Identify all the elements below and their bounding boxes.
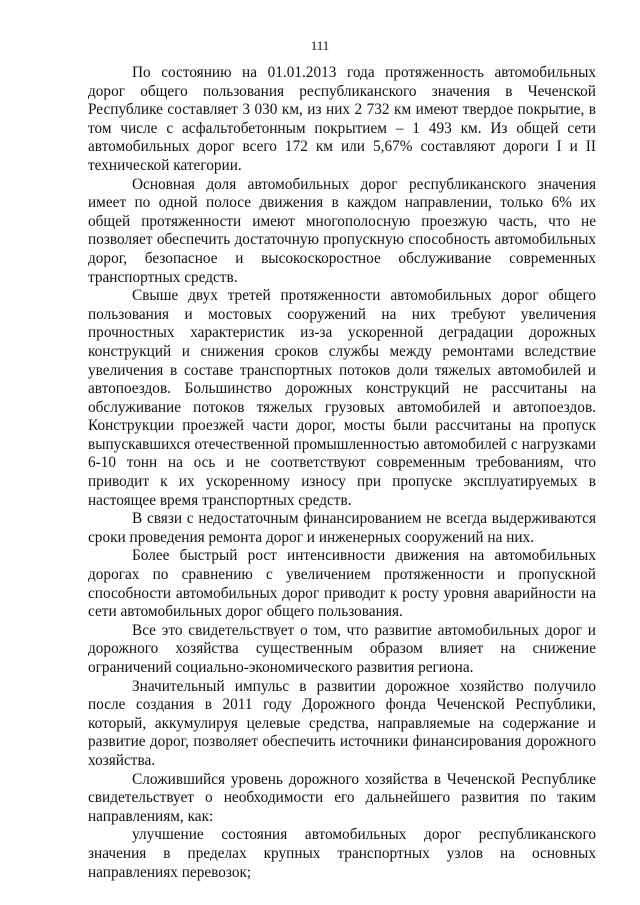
paragraph-traffic-growth: Более быстрый рост интенсивности движения на автомобильных дорогах по сравнению с увеличением протяженности и пропускной способности автомобильных дорог приводит к росту уровня аварийности на сети автомобильных дорог общего пользования. (88, 547, 596, 621)
paragraph-lanes: Основная доля автомобильных дорог республиканского значения имеет по одной полосе движения в каждом направлении, только 6% их общей протяженности имеют многополосную проезжую часть, что не позволяет обеспечить достаточную пропускную способность автомобильных дорог, безопасное и высокоскоростное обслуживание современных транспортных средств. (88, 175, 596, 286)
paragraph-directions-intro: Сложившийся уровень дорожного хозяйства в Чеченской Республике свидетельствует о необходимости его дальнейшего развития по таким направлениям, как: (88, 770, 596, 825)
paragraph-degradation: Свыше двух третей протяженности автомобильных дорог общего пользования и мостовых сооружений на них требуют увеличения прочностных характеристик из-за ускоренной деградации дорожных конструкций и снижения сроков службы между ремонтами вследствие увеличения в составе транспортных потоков доли тяжелых автомобилей и автопоездов. Большинство дорожных конструкций не рассчитаны на обслуживание потоков тяжелых грузовых автомобилей и автопоездов. Конструкции проезжей части дорог, мосты были рассчитаны на пропуск выпускавшихся отечественной промышленностью автомобилей с нагрузками 6-10 тонн на ось и не соответствуют современным требованиям, что приводит к их ускоренному износу при пропуске эксплуатируемых в настоящее время транспортных средств. (88, 287, 596, 509)
paragraph-direction-item: улучшение состояния автомобильных дорог республиканского значения в пределах крупных транспортных узлов на основных направлениях перевозок; (88, 826, 596, 881)
paragraph-funding: В связи с недостаточным финансированием не всегда выдерживаются сроки проведения ремонта дорог и инженерных сооружений на них. (88, 510, 596, 546)
paragraph-road-fund: Значительный импульс в развитии дорожное хозяйство получило после создания в 2011 году Дорожного фонда Чеченской Республики, который, аккумулируя целевые средства, направляемые на содержание и развитие дорог, позволяет обеспечить источники финансирования дорожного хозяйства. (88, 677, 596, 769)
paragraph-road-length: По состоянию на 01.01.2013 года протяженность автомобильных дорог общего пользования республиканского значения в Чеченской Республике составляет 3 030 км, из них 2 732 км имеют твердое покрытие, в том числе с асфальтобетонным покрытием – 1 493 км. Из общей сети автомобильных дорог всего 172 км или 5,67% составляют дороги I и II технической категории. (88, 64, 596, 174)
page-number: 111 (310, 38, 330, 53)
document-body (88, 64, 596, 882)
paragraph-regional-development: Все это свидетельствует о том, что развитие автомобильных дорог и дорожного хозяйства существенным образом влияет на снижение ограничений социально-экономического развития региона. (88, 621, 596, 676)
